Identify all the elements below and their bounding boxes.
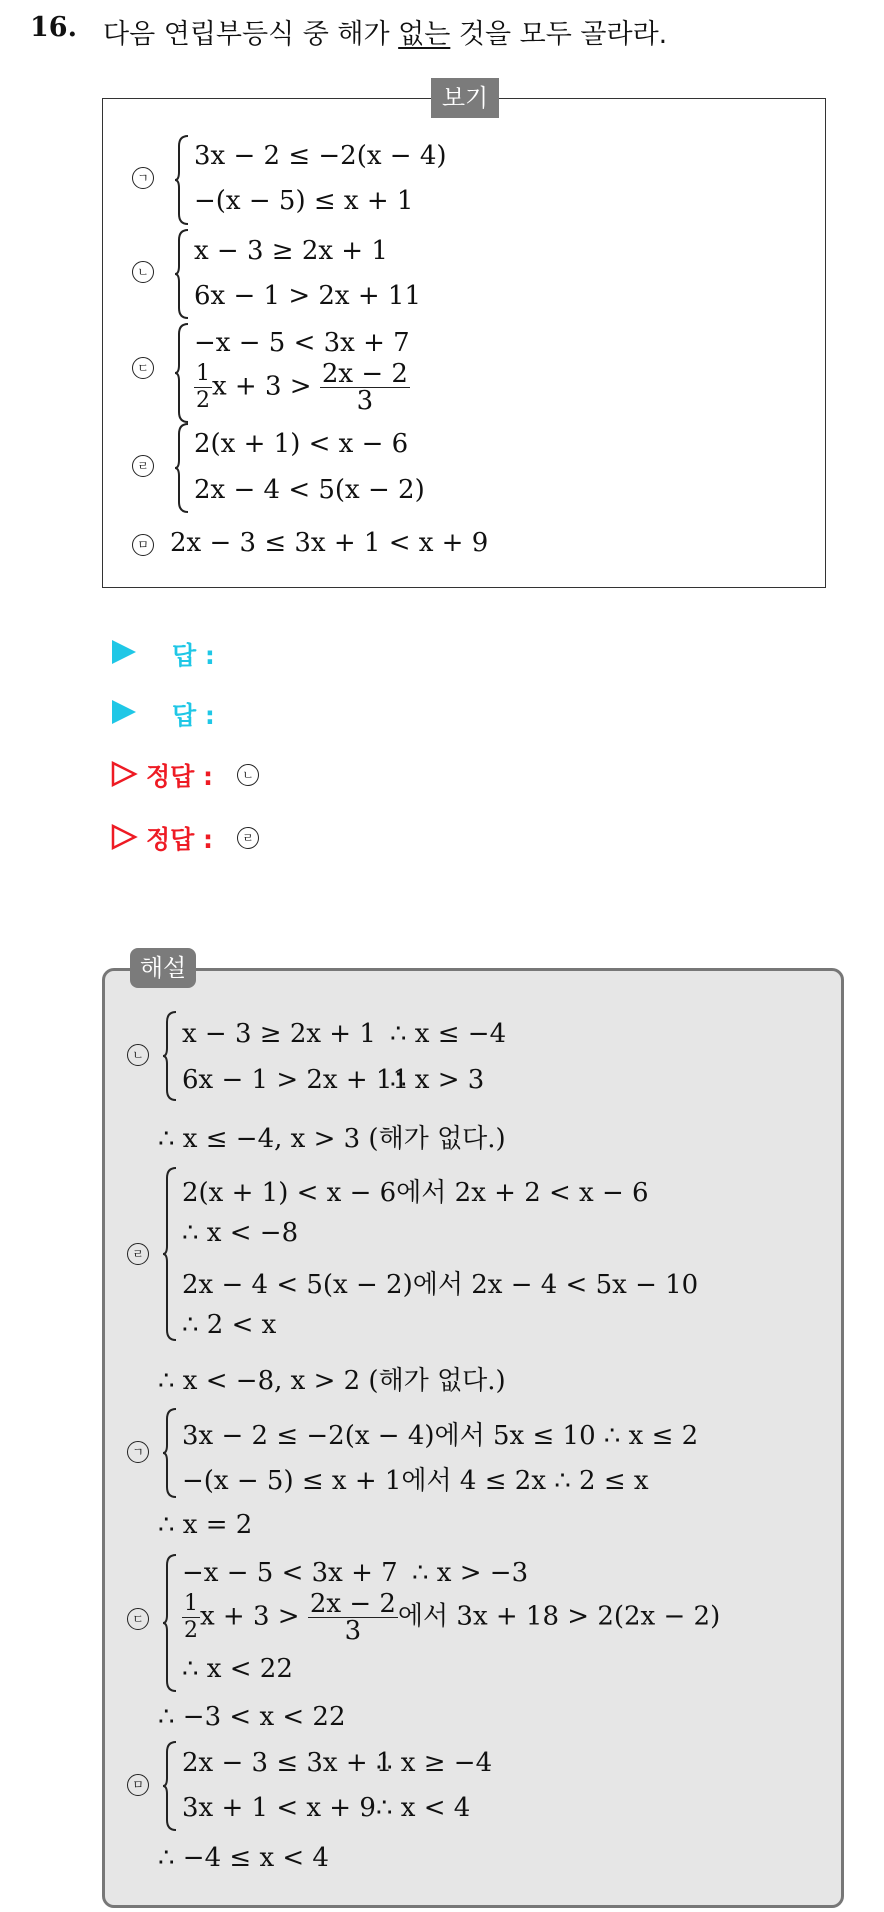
solution-4-l2-tail: 에서 3x + 18 > 2(2x − 2)	[397, 1601, 721, 1632]
answer-label-2: 답 :	[172, 701, 215, 730]
brace-icon	[174, 134, 190, 226]
question-text-underline: 없는	[398, 19, 451, 50]
brace-icon	[174, 228, 190, 320]
solution-1-l1: x − 3 ≥ 2x + 1	[182, 1019, 376, 1049]
frac-denominator: 2	[196, 388, 210, 413]
frac-numerator: 2x − 2	[309, 1589, 396, 1619]
solution-mark-1: ㄴ	[127, 1044, 149, 1066]
frac-numerator: 1	[196, 361, 210, 386]
solution-2-l1: 2(x + 1) < x − 6에서 2x + 2 < x − 6	[182, 1178, 649, 1208]
solution-4-l1: −x − 5 < 3x + 7	[182, 1558, 398, 1588]
solution-5-conclusion: ∴ −4 ≤ x < 4	[158, 1843, 329, 1873]
solution-3-l2: −(x − 5) ≤ x + 1에서 4 ≤ 2x ∴ 2 ≤ x	[182, 1466, 649, 1496]
solution-5-l1: 2x − 3 ≤ 3x + 1	[182, 1748, 393, 1778]
frac-denominator: 2	[184, 1618, 198, 1643]
bogi-3-line2	[194, 361, 410, 414]
solution-1-conclusion: ∴ x ≤ −4, x > 3 (해가 없다.)	[158, 1124, 506, 1154]
brace-icon	[174, 422, 190, 514]
brace-icon	[162, 1553, 178, 1693]
triangle-outline-icon	[110, 823, 138, 855]
solution-4-l2-mid: x + 3 >	[200, 1601, 308, 1632]
bogi-2-line1: x − 3 ≥ 2x + 1	[194, 236, 388, 266]
frac-denominator: 3	[344, 1616, 362, 1646]
question-text-after: 것을 모두 골라라.	[450, 19, 668, 50]
play-icon	[112, 640, 136, 664]
bogi-mark-4: ㄹ	[132, 455, 154, 477]
solution-4-conclusion: ∴ −3 < x < 22	[158, 1702, 346, 1732]
question-number: 16.	[30, 12, 77, 43]
brace-icon	[162, 1740, 178, 1832]
solution-1-r2: ∴ x > 3	[390, 1065, 485, 1095]
solution-2-l3: 2x − 4 < 5(x − 2)에서 2x − 4 < 5x − 10	[182, 1270, 699, 1300]
brace-icon	[162, 1010, 178, 1102]
solution-4-l2	[182, 1591, 720, 1644]
brace-icon	[162, 1166, 178, 1342]
solution-4-r1: ∴ x > −3	[412, 1558, 529, 1588]
bogi-1-line2: −(x − 5) ≤ x + 1	[194, 186, 414, 216]
answer-label-1: 답 :	[172, 641, 215, 670]
correct-answer-label-1: 정답 :	[146, 762, 214, 791]
question-text	[103, 12, 667, 51]
question-text-before: 다음 연립부등식 중 해가	[103, 19, 399, 50]
bogi-2-line2: 6x − 1 > 2x + 11	[194, 281, 421, 311]
solution-1-l2: 6x − 1 > 2x + 11	[182, 1065, 409, 1095]
bogi-mark-5: ㅁ	[132, 534, 154, 556]
frac-numerator: 1	[184, 1591, 198, 1616]
bogi-1-line1: 3x − 2 ≤ −2(x − 4)	[194, 141, 447, 171]
solution-4-l3: ∴ x < 22	[182, 1654, 293, 1684]
solution-mark-3: ㄱ	[127, 1441, 149, 1463]
brace-icon	[162, 1407, 178, 1499]
correct-answer-label-2: 정답 :	[146, 825, 214, 854]
solution-mark-4: ㄷ	[127, 1608, 149, 1630]
bogi-3-line1: −x − 5 < 3x + 7	[194, 328, 410, 358]
solution-5-r1: ∴ x ≥ −4	[376, 1748, 493, 1778]
solution-1-r1: ∴ x ≤ −4	[390, 1019, 507, 1049]
correct-answer-value-1: ㄴ	[237, 764, 259, 786]
bogi-4-line1: 2(x + 1) < x − 6	[194, 429, 409, 459]
bogi-mark-2: ㄴ	[132, 261, 154, 283]
solution-2-l4: ∴ 2 < x	[182, 1310, 277, 1340]
bogi-3-line2-mid: x + 3 >	[212, 371, 320, 402]
solution-tag: 해설	[130, 948, 196, 988]
bogi-5-line1: 2x − 3 ≤ 3x + 1 < x + 9	[170, 528, 489, 558]
solution-5-r2: ∴ x < 4	[376, 1793, 471, 1823]
correct-answer-value-2: ㄹ	[237, 827, 259, 849]
solution-mark-2: ㄹ	[127, 1243, 149, 1265]
brace-icon	[174, 322, 190, 424]
bogi-mark-3: ㄷ	[132, 357, 154, 379]
solution-5-l2: 3x + 1 < x + 9	[182, 1793, 376, 1823]
solution-2-conclusion: ∴ x < −8, x > 2 (해가 없다.)	[158, 1366, 506, 1396]
triangle-outline-icon	[110, 760, 138, 792]
bogi-tag: 보기	[431, 78, 499, 118]
bogi-4-line2: 2x − 4 < 5(x − 2)	[194, 475, 425, 505]
solution-2-l2: ∴ x < −8	[182, 1218, 299, 1248]
solution-3-l1: 3x − 2 ≤ −2(x − 4)에서 5x ≤ 10 ∴ x ≤ 2	[182, 1421, 699, 1451]
bogi-mark-1: ㄱ	[132, 167, 154, 189]
solution-mark-5: ㅁ	[127, 1774, 149, 1796]
frac-numerator: 2x − 2	[321, 359, 408, 389]
play-icon	[112, 700, 136, 724]
solution-3-conclusion: ∴ x = 2	[158, 1510, 253, 1540]
frac-denominator: 3	[356, 386, 374, 416]
